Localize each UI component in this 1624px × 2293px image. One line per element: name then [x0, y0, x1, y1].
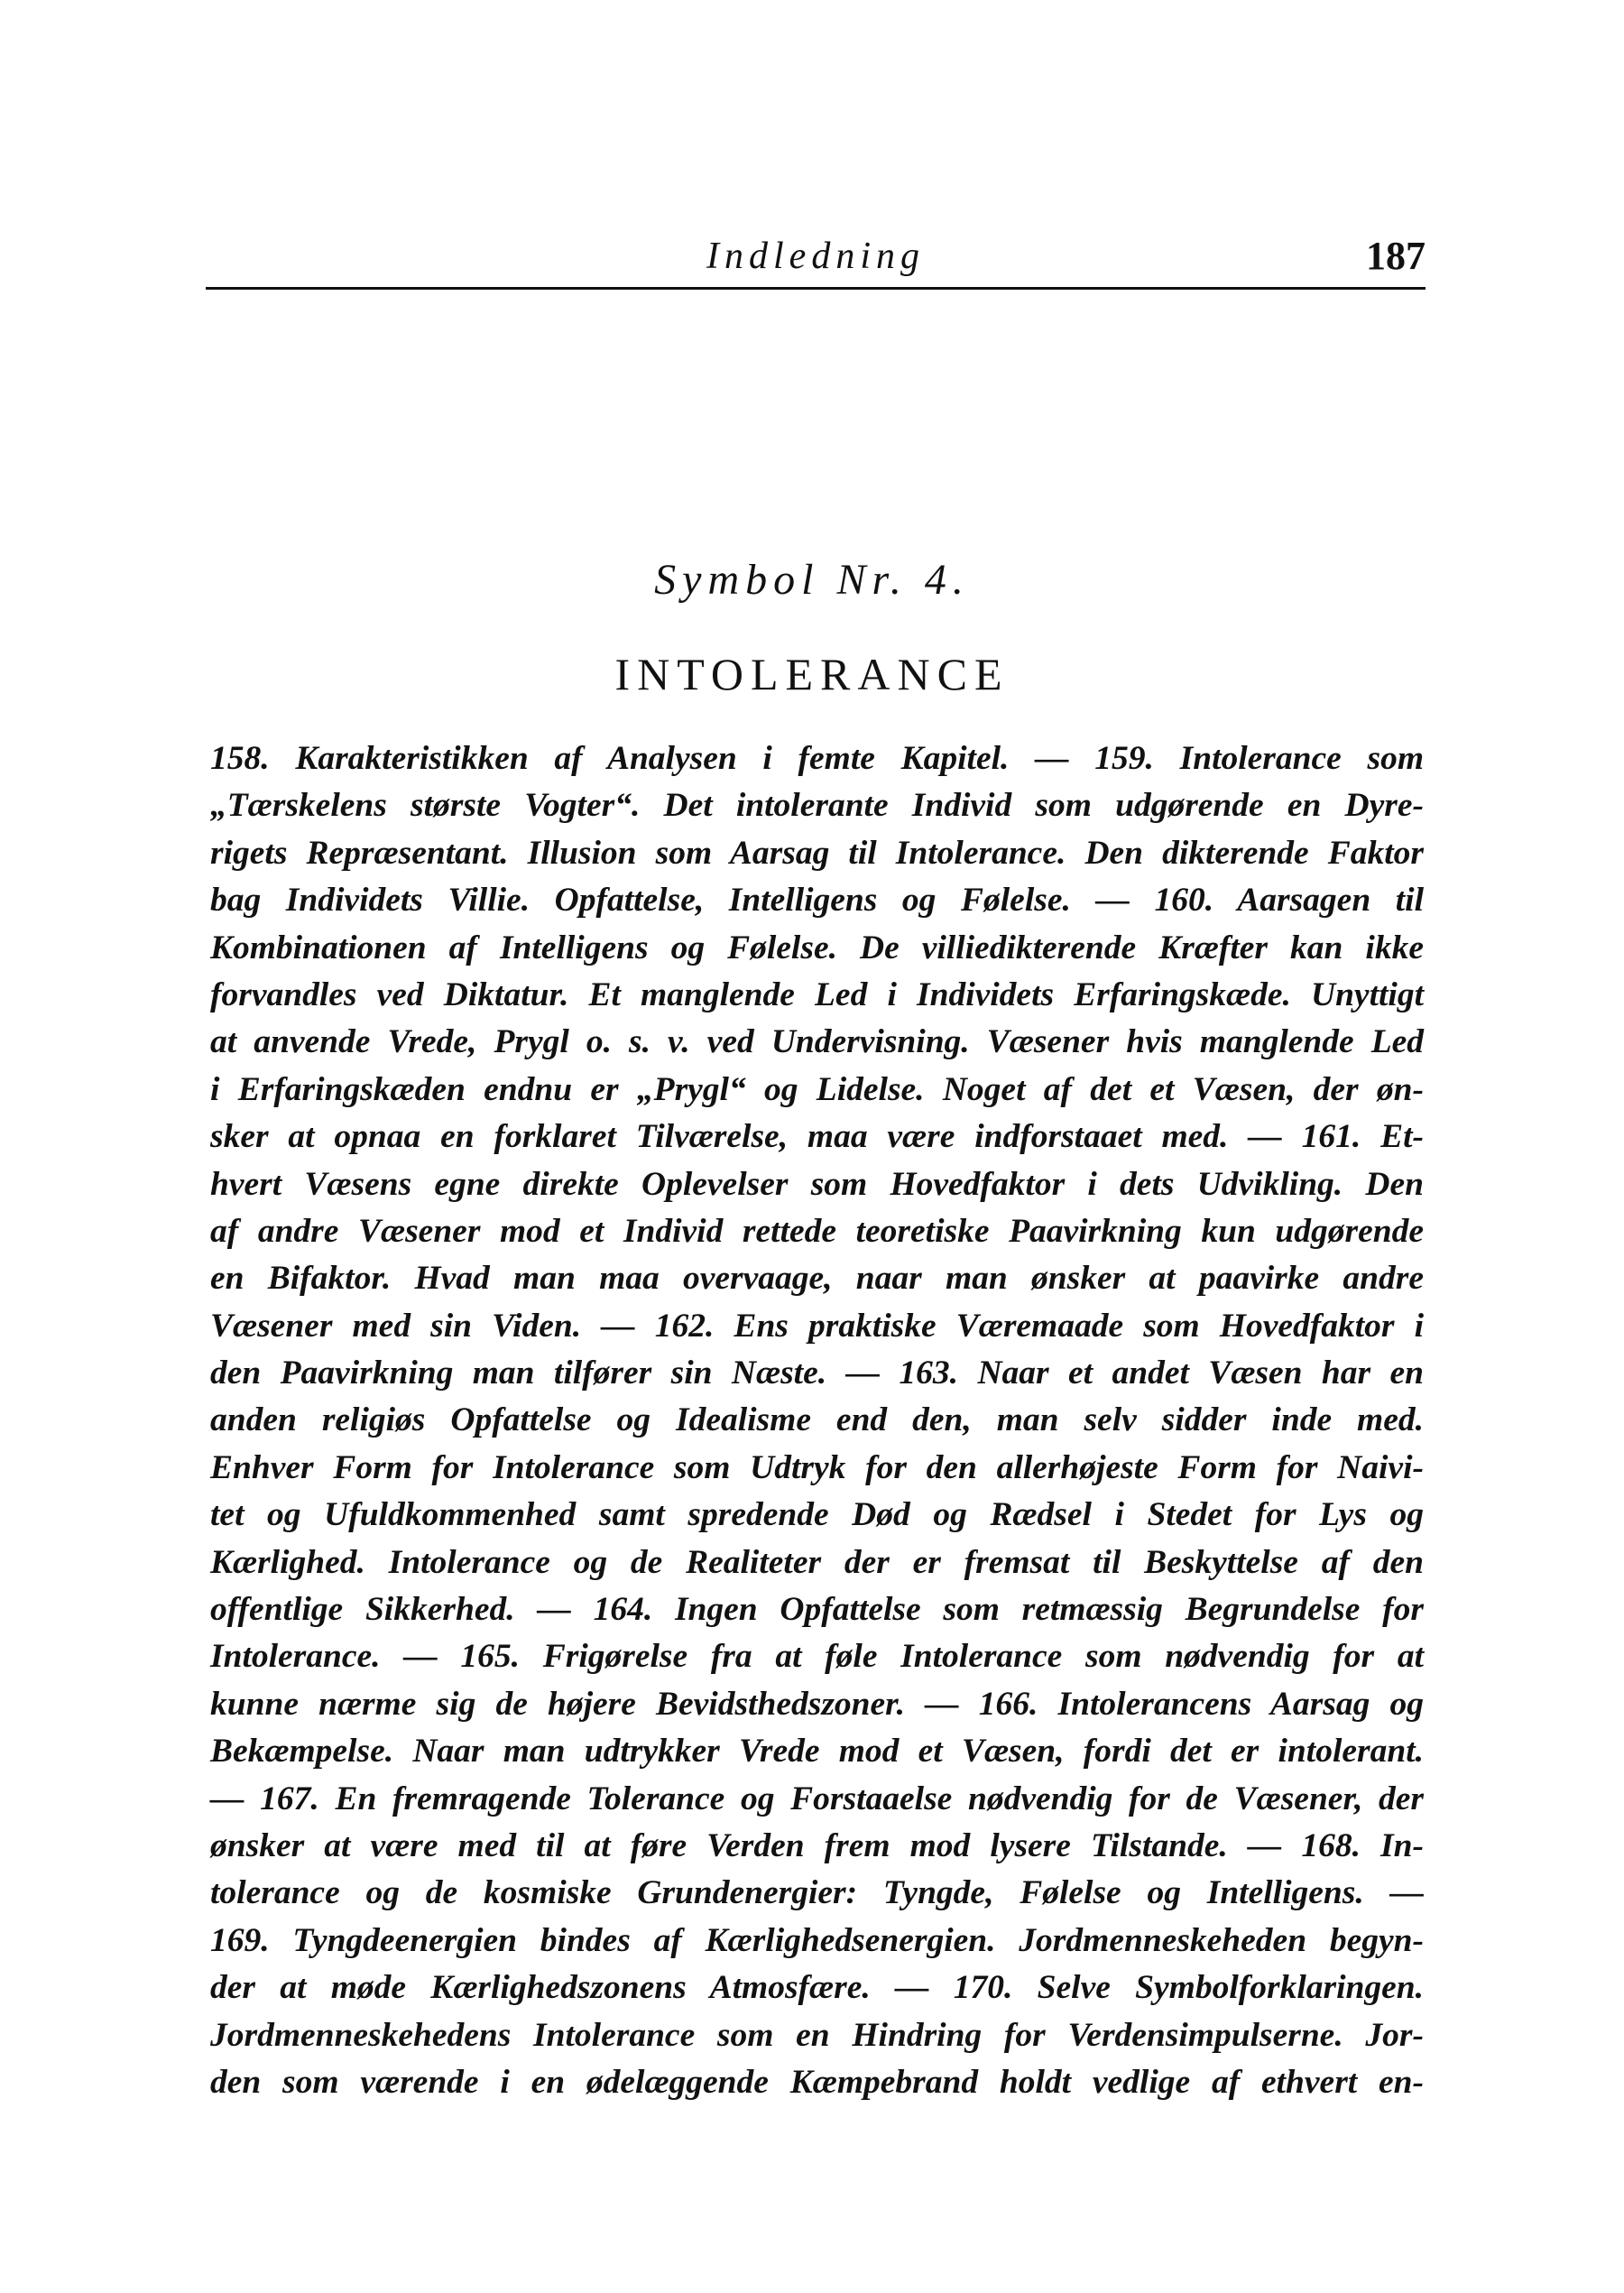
synopsis-line: „Tærskelens største Vogter“. Det intolerante Individ som udgørende en Dyre-: [210, 787, 1424, 825]
synopsis-line: Enhver Form for Intolerance som Udtryk for den allerhøjeste Form for Naivi-: [210, 1448, 1424, 1486]
synopsis-line: i Erfaringskæden endnu er „Prygl“ og Lidelse. Noget af det et Væsen, der øn-: [210, 1070, 1424, 1108]
synopsis-line: — 167. En fremragende Tolerance og Forstaaelse nødvendig for de Væsener, der: [210, 1780, 1424, 1817]
synopsis-line: ønsker at være med til at føre Verden frem mod lysere Tilstande. — 168. In-: [210, 1826, 1424, 1864]
header-rule: [206, 287, 1426, 290]
synopsis-line: 169. Tyngdeenergien bindes af Kærlighedsenergien. Jordmenneskeheden begyn-: [210, 1921, 1424, 1959]
synopsis-line: tolerance og de kosmiske Grundenergier: Tyngde, Følelse og Intelligens. —: [210, 1874, 1424, 1912]
synopsis-line: en Bifaktor. Hvad man maa overvaage, naar man ønsker at paavirke andre: [210, 1260, 1424, 1298]
synopsis-line: Kærlighed. Intolerance og de Realiteter der er fremsat til Beskyttelse af den: [210, 1543, 1424, 1581]
synopsis-line: sker at opnaa en forklaret Tilværelse, maa være indforstaaet med. — 161. Et-: [210, 1118, 1424, 1156]
synopsis-line: Intolerance. — 165. Frigørelse fra at føle Intolerance som nødvendig for at: [210, 1638, 1424, 1676]
chapter-title: INTOLERANCE: [614, 649, 1010, 699]
page-number: 187: [1366, 234, 1426, 278]
running-header: [206, 224, 1426, 287]
running-title: Indledning: [706, 236, 925, 277]
synopsis-line: den som værende i en ødelæggende Kæmpebrand holdt vedlige af ethvert en-: [210, 2063, 1424, 2101]
synopsis-paragraph: [210, 735, 1424, 2106]
synopsis-line: der at møde Kærlighedszonens Atmosfære. — 170. Selve Symbolforklaringen.: [210, 1969, 1424, 2007]
synopsis-line: Kombinationen af Intelligens og Følelse. De villiedikterende Kræfter kan ikke: [210, 929, 1424, 966]
synopsis-line: Bekæmpelse. Naar man udtrykker Vrede mod et Væsen, fordi det er intolerant.: [210, 1733, 1424, 1771]
synopsis-line: Jordmenneskehedens Intolerance som en Hindring for Verdensimpulserne. Jor-: [210, 2016, 1424, 2054]
synopsis-line: 158. Karakteristikken af Analysen i femte Kapitel. — 159. Intolerance som: [210, 740, 1424, 777]
synopsis-line: den Paavirkning man tilfører sin Næste. — 163. Naar et andet Væsen har en: [210, 1355, 1424, 1392]
synopsis-line: af andre Væsener mod et Individ rettede teoretiske Paavirkning kun udgørende: [210, 1212, 1424, 1250]
symbol-label: Symbol Nr. 4.: [654, 556, 970, 604]
synopsis-line: rigets Repræsentant. Illusion som Aarsag til Intolerance. Den dikterende Faktor: [210, 834, 1424, 872]
synopsis-line: at anvende Vrede, Prygl o. s. v. ved Undervisning. Væsener hvis manglende Led: [210, 1023, 1424, 1061]
synopsis-line: offentlige Sikkerhed. — 164. Ingen Opfattelse som retmæssig Begrundelse for: [210, 1591, 1424, 1629]
synopsis-line: forvandles ved Diktatur. Et manglende Led i Individets Erfaringskæde. Unyttigt: [210, 975, 1424, 1013]
synopsis-line: hvert Væsens egne direkte Oplevelser som Hovedfaktor i dets Udvikling. Den: [210, 1165, 1424, 1203]
synopsis-line: tet og Ufuldkommenhed samt spredende Død og Rædsel i Stedet for Lys og: [210, 1496, 1424, 1534]
synopsis-line: bag Individets Villie. Opfattelse, Intelligens og Følelse. — 160. Aarsagen til: [210, 882, 1424, 920]
synopsis-line: Væsener med sin Viden. — 162. Ens praktiske Væremaade som Hovedfaktor i: [210, 1307, 1424, 1345]
synopsis-line: anden religiøs Opfattelse og Idealisme end den, man selv sidder inde med.: [210, 1401, 1424, 1439]
synopsis-line: kunne nærme sig de højere Bevidsthedszoner. — 166. Intolerancens Aarsag og: [210, 1685, 1424, 1723]
